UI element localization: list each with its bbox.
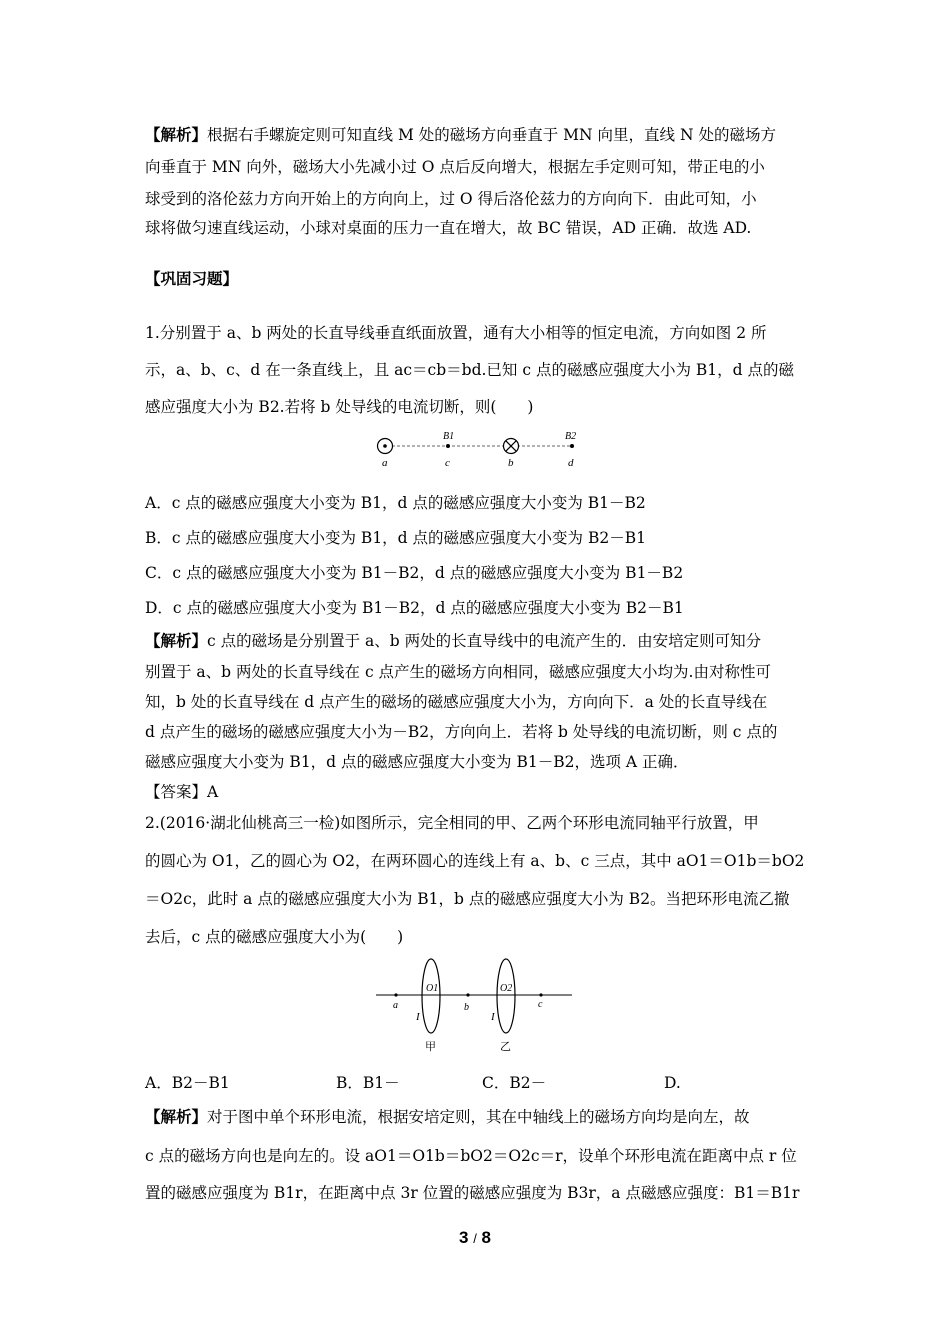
analysis1-line2: 向垂直于 MN 向外，磁场大小先减小过 O 点后反向增大，根据左手定则可知，带正电的小 xyxy=(145,158,765,176)
q1-analysis-line5: 磁感应强度大小变为 B1，d 点的磁感应强度大小变为 B1－B2，选项 A 正确． xyxy=(145,753,689,771)
page-separator: / xyxy=(473,1231,477,1246)
label-b: b xyxy=(508,457,514,469)
label-b: b xyxy=(464,1002,469,1013)
label-a: a xyxy=(393,1000,398,1011)
label-O1: O1 xyxy=(426,983,439,994)
label-yi: 乙 xyxy=(500,1041,511,1053)
q1-option-b: B．c 点的磁感应强度大小变为 B1，d 点的磁感应强度大小变为 B2－B1 xyxy=(145,529,646,547)
q2-line3: ＝O2c，此时 a 点的磁感应强度大小为 B1，b 点的磁感应强度大小为 B2。当把环形电流乙撤 xyxy=(145,890,790,908)
q2-option-d: D. xyxy=(664,1074,681,1092)
page-number xyxy=(0,1228,950,1248)
q2-option-b: B．B1－ xyxy=(336,1074,400,1092)
q2-option-a: A．B2－B1 xyxy=(145,1074,230,1092)
q2-line4: 去后，c 点的磁感应强度大小为( ) xyxy=(145,928,404,946)
q1-option-c: C．c 点的磁感应强度大小变为 B1－B2，d 点的磁感应强度大小变为 B1－B2 xyxy=(145,564,684,582)
label-I-jia: I xyxy=(416,1011,420,1023)
label-c: c xyxy=(445,457,450,469)
label-B1: B1 xyxy=(443,431,455,442)
label-a: a xyxy=(382,457,388,469)
q1-analysis-line3: 知，b 处的长直导线在 d 点产生的磁场的磁感应强度大小为，方向向下．a 处的长直导线在 xyxy=(145,693,768,711)
q2-option-c: C．B2－ xyxy=(482,1074,547,1092)
q1-line1: 1.分别置于 a、b 两处的长直导线垂直纸面放置，通有大小相等的恒定电流，方向如图 2 所 xyxy=(145,324,767,342)
analysis1-line3: 球受到的洛伦兹力方向开始上的方向向上，过 O 得后洛伦兹力的方向向下．由此可知，小 xyxy=(145,190,757,208)
q1-figure xyxy=(366,428,586,472)
analysis1-line4: 球将做匀速直线运动，小球对桌面的压力一直在增大，故 BC 错误，AD 正确．故选 AD. xyxy=(145,219,752,237)
analysis1-line1: 【解析】根据右手螺旋定则可知直线 M 处的磁场方向垂直于 MN 向里，直线 N 处的磁场方 xyxy=(145,125,776,144)
q2-figure xyxy=(374,954,574,1054)
page-current: 3 xyxy=(458,1228,469,1247)
q2-line1: 2.(2016·湖北仙桃高三一检)如图所示，完全相同的甲、乙两个环形电流同轴平行放置，甲 xyxy=(145,814,759,832)
page-total: 8 xyxy=(481,1228,492,1247)
point-a xyxy=(394,993,397,996)
q1-answer: 【答案】A xyxy=(145,783,219,801)
label-O2: O2 xyxy=(500,983,513,994)
label-B2: B2 xyxy=(565,431,577,442)
ring-yi xyxy=(497,959,515,1033)
q2-analysis-line3: 置的磁感应强度为 B1r，在距离中点 3r 位置的磁感应强度为 B3r，a 点磁感应强度：B1＝B1r xyxy=(145,1184,800,1202)
label-d: d xyxy=(568,457,574,469)
label-I-yi: I xyxy=(491,1011,495,1023)
q1-analysis-line1: 【解析】c 点的磁场是分别置于 a、b 两处的长直导线中的电流产生的．由安培定则可知分 xyxy=(145,631,762,650)
point-c xyxy=(446,444,450,448)
point-d xyxy=(570,444,574,448)
q1-line3: 感应强度大小为 B2.若将 b 处导线的电流切断，则( ) xyxy=(145,398,534,416)
q1-option-a: A．c 点的磁感应强度大小变为 B1，d 点的磁感应强度大小变为 B1－B2 xyxy=(145,494,646,512)
label-c: c xyxy=(538,999,543,1010)
section-title: 【巩固习题】 xyxy=(145,269,239,288)
q2-analysis-line1: 【解析】对于图中单个环形电流，根据安培定则，其在中轴线上的磁场方向均是向左，故 xyxy=(145,1107,750,1126)
point-b xyxy=(466,993,469,996)
q1-analysis-line4: d 点产生的磁场的磁感应强度大小为－B2，方向向上．若将 b 处导线的电流切断，则 c 点的 xyxy=(145,723,778,741)
point-c xyxy=(539,993,542,996)
q2-analysis-line2: c 点的磁场方向也是向左的。设 aO1＝O1b＝bO2＝O2c＝r，设单个环形电流在距离中点 r 位 xyxy=(145,1147,797,1165)
q2-line2: 的圆心为 O1，乙的圆心为 O2，在两环圆心的连线上有 a、b、c 三点，其中 aO1＝O1b＝bO2 xyxy=(145,852,805,870)
q1-line2: 示，a、b、c、d 在一条直线上，且 ac＝cb＝bd.已知 c 点的磁感应强度大小为 B1，d 点的磁 xyxy=(145,361,794,379)
ring-jia xyxy=(422,959,440,1033)
label-jia: 甲 xyxy=(425,1041,436,1053)
q1-analysis-line2: 别置于 a、b 两处的长直导线在 c 点产生的磁场方向相同，磁感应强度大小均为.由对称性可 xyxy=(145,663,771,681)
q1-option-d: D．c 点的磁感应强度大小变为 B1－B2，d 点的磁感应强度大小变为 B2－B1 xyxy=(145,599,684,617)
